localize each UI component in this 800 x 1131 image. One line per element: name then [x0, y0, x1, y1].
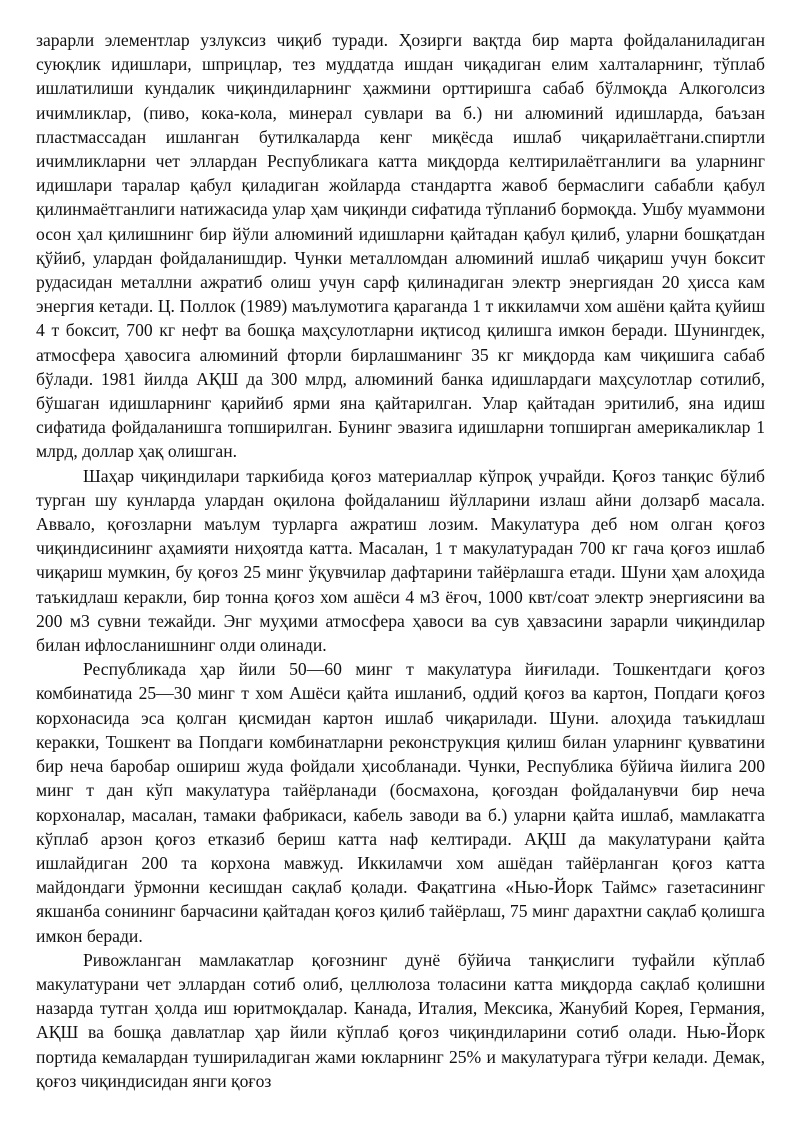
paragraph-developed-countries: Ривожланган мамлакатлар қоғознинг дунё бўйича танқислиги туфайли кўплаб макулатурани чет эллардан сотиб олиб, целлюлоза толасини катта миқдорда сақлаб қолишни назарда тутган ҳолда иш юритмоқдалар. Канада, Италия, Мексика, Жанубий Корея, Германия, АҚШ ва бошқа давлатлар ҳар йили кўплаб қоғоз чиқиндиларини сотиб олади. Нью-Йорк портида кемалардан тушириладиган жами юкларнинг 25% и макулатурага тўғри келади. Демак, қоғоз чиқиндисидан янги қоғоз [36, 949, 765, 1091]
paragraph-continued: зарарли элементлар узлуксиз чиқиб туради. Ҳозирги вақтда бир марта фойдаланиладиган суюқлик идишлари, шприцлар, тез муддатда ишдан чиқадиган елим халталарнинг, тўплаб ишлатилиши кундалик чиқиндиларнинг ҳажмини орттиришга сабаб бўлмоқда Алкоголсиз ичимликлар, (пиво, кока-кола, минерал сувлари ва б.) ни алюминий идишларда, баъзан пластмассадан ишланган бутилкаларда кенг миқёсда ишлаб чиқарилаётгани.спиртли ичимликларни чет эллардан Республикага катта миқдорда келтирилаётганлиги ва уларнинг идишлари таралар қабул қиладиган жойларда стандартга жавоб бермаслиги сабабли қабул қилинмаётганлиги натижасида улар ҳам чиқинди сифатида тўпланиб бормоқда. Ушбу муаммони осон ҳал қилишнинг бир йўли алюминий идишларни қайтадан қабул қилиб, уларни бошқатдан қўйиб, улардан фойдаланишдир. Чунки металломдан алюминий ишлаб чиқариш учун боксит рудасидан металлни ажратиб олиш учун сарф қилинадиган электр энергиядан 20 ҳисса кам энергия кетади. Ц. Поллок (1989) маълумотига қараганда 1 т иккиламчи хом ашёни қайта қуйиш 4 т боксит, 700 кг нефт ва бошқа маҳсулотларни иқтисод қилишга имкон беради. Шунингдек, атмосфера ҳавосига алюминий фторли бирлашманинг 35 кг миқдорда кам чиқишига сабаб бўлади. 1981 йилда АҚШ да 300 млрд, алюминий банка идишлардаги маҳсулотлар сотилиб, бўшаган идишларнинг қарийиб ярми яна қайтарилган. Улар қайтадан эритилиб, яна идиш сифатида фойдаланишга топширилган. Бунинг эвазига идишларни топширган америкаликлар 1 млрд, доллар ҳақ олишган. [36, 30, 765, 462]
document-page [36, 28, 765, 1093]
paragraph-republic-recycling: Республикада ҳар йили 50—60 минг т макулатура йиғилади. Тошкентдаги қоғоз комбинатида 25—30 минг т хом Ашёси қайта ишланиб, оддий қоғоз ва картон, Попдаги қоғоз корхонасида эса қолган қисмидан картон ишлаб чиқарилади. Шуни. алоҳида таъкидлаш керакки, Тошкент ва Попдаги комбинатларни реконструкция қилиш билан уларнинг қувватини бир неча баробар ошириш жуда фойдали ҳисобланади. Чунки, Республика бўйича йилига 200 минг т дан кўп макулатура тайёрланади (босмахона, қоғоздан фойдаланувчи бир неча корхоналар, масалан, тамаки фабрикаси, кабель заводи ва б.) уларни қайта ишлаб, мамлакатга кўплаб арзон қоғоз етказиб бериш катта наф келтиради. АҚШ да макулатурани қайта ишлайдиган 200 та корхона мавжуд. Иккиламчи хом ашёдан тайёрланган қоғоз катта майдондаги ўрмонни кесишдан сақлаб қолади. Фақатгина «Нью-Йорк Таймс» газетасининг якшанба сонининг барчасини қайтадан қоғоз қилиб тайёрлаш, 75 минг дарахтни сақлаб қолишга имкон беради. [36, 659, 765, 946]
paragraph-paper-waste: Шаҳар чиқиндилари таркибида қоғоз материаллар кўпроқ учрайди. Қоғоз танқис бўлиб турган шу кунларда улардан оқилона фойдаланиш йўлларини излаш айни долзарб масала. Аввало, қоғозларни маълум турларга ажратиш лозим. Макулатура деб ном олган қоғоз чиқиндисининг аҳамияти ниҳоятда катта. Масалан, 1 т макулатурадан 700 кг гача қоғоз ишлаб чиқариш мумкин, бу қоғоз 25 минг ўқувчилар дафтарини тайёрлашга етади. Шуни ҳам алоҳида таъкидлаш керакли, бир тонна қоғоз хом ашёси 4 м3 ёғоч, 1000 квт/соат электр энергиясини ва 200 м3 сувни тежайди. Энг муҳими атмосфера ҳавоси ва сув ҳавзасини зарарли чиқиндилар билан ифлосланишнинг олди олинади. [36, 465, 765, 656]
